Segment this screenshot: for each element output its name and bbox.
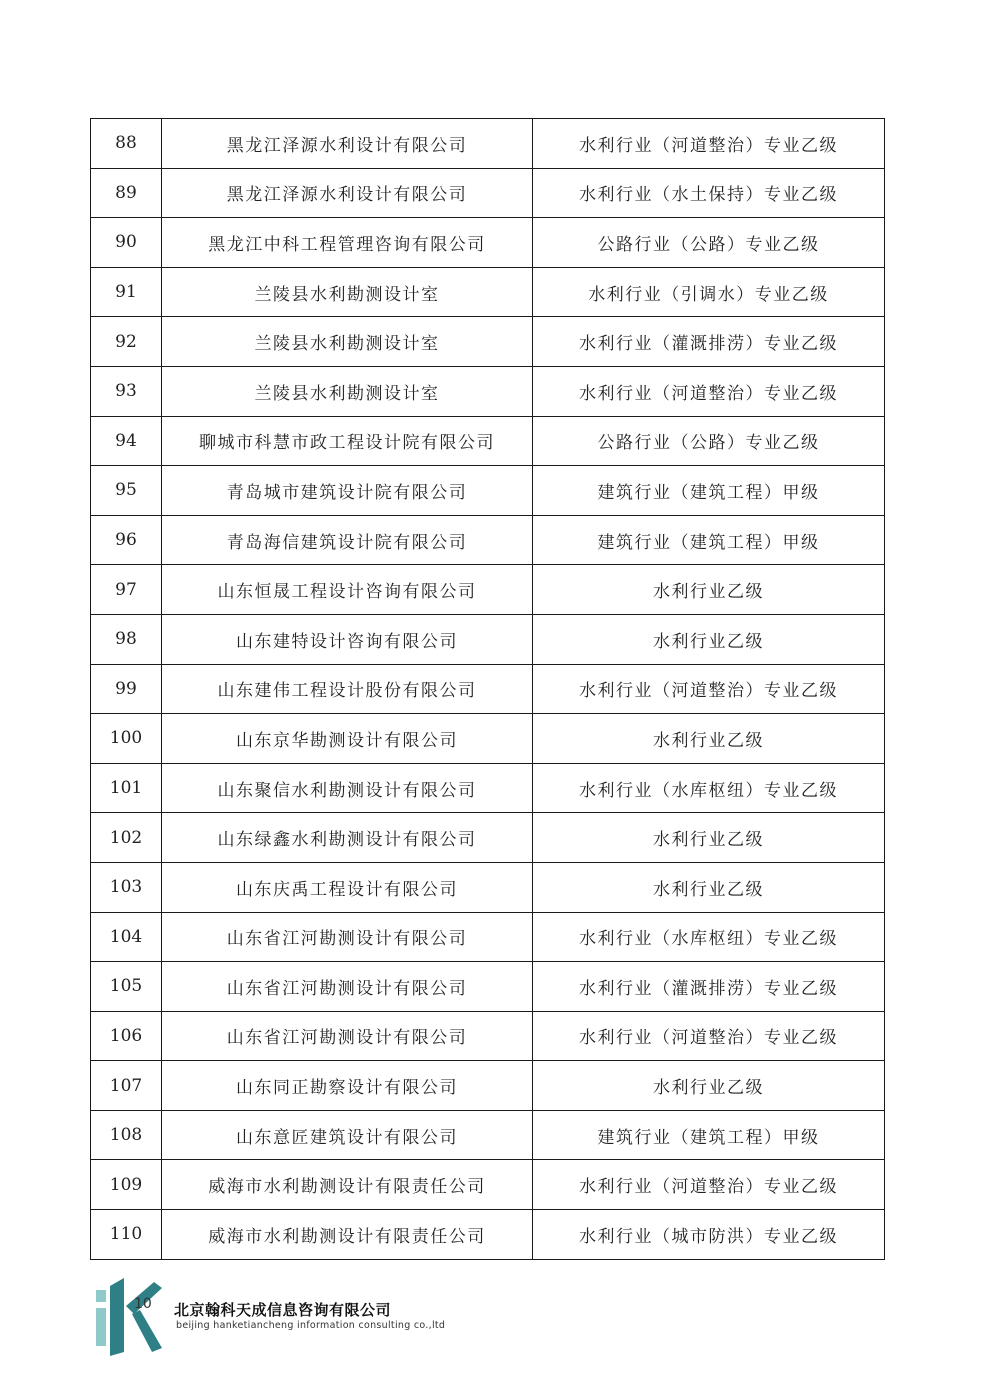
company-name: 青岛海信建筑设计院有限公司 [162,515,533,565]
row-number: 89 [91,168,162,218]
row-number: 108 [91,1110,162,1160]
table-row [91,565,885,615]
row-number: 95 [91,466,162,516]
qualification-level: 水利行业（水库枢纽）专业乙级 [533,912,885,962]
row-number: 106 [91,1011,162,1061]
qualification-level: 水利行业（河道整治）专业乙级 [533,664,885,714]
company-name: 威海市水利勘测设计有限责任公司 [162,1160,533,1210]
company-name: 兰陵县水利勘测设计室 [162,267,533,317]
table-row [91,1160,885,1210]
qualification-level: 建筑行业（建筑工程）甲级 [533,466,885,516]
page-footer [92,1276,512,1356]
row-number: 91 [91,267,162,317]
company-name: 青岛城市建筑设计院有限公司 [162,466,533,516]
company-name: 山东省江河勘测设计有限公司 [162,1011,533,1061]
table-row [91,813,885,863]
table-row [91,714,885,764]
qualification-level: 水利行业乙级 [533,614,885,664]
company-name: 山东恒晟工程设计咨询有限公司 [162,565,533,615]
company-name: 黑龙江泽源水利设计有限公司 [162,119,533,169]
qualification-level: 水利行业（水库枢纽）专业乙级 [533,763,885,813]
table-row [91,862,885,912]
company-name: 山东庆禹工程设计有限公司 [162,862,533,912]
row-number: 96 [91,515,162,565]
company-name: 黑龙江中科工程管理咨询有限公司 [162,218,533,268]
row-number: 99 [91,664,162,714]
qualification-level: 水利行业（河道整治）专业乙级 [533,119,885,169]
company-name: 聊城市科慧市政工程设计院有限公司 [162,416,533,466]
qualification-level: 水利行业乙级 [533,714,885,764]
table-row [91,366,885,416]
company-name-cn: 北京翰科天成信息咨询有限公司 [174,1301,392,1319]
qualification-table [90,118,885,1260]
qualification-level: 水利行业（引调水）专业乙级 [533,267,885,317]
company-logo-icon [92,1276,164,1356]
qualification-level: 水利行业（河道整治）专业乙级 [533,1160,885,1210]
table-row [91,912,885,962]
qualification-level: 建筑行业（建筑工程）甲级 [533,1110,885,1160]
table-row [91,317,885,367]
company-name: 山东绿鑫水利勘测设计有限公司 [162,813,533,863]
company-name-en: beijing hanketiancheng information consulting co.,ltd [176,1320,446,1331]
table-row [91,614,885,664]
row-number: 98 [91,614,162,664]
qualification-level: 水利行业（水土保持）专业乙级 [533,168,885,218]
company-name: 兰陵县水利勘测设计室 [162,366,533,416]
row-number: 103 [91,862,162,912]
table-row [91,218,885,268]
table-body [91,119,885,1260]
row-number: 100 [91,714,162,764]
row-number: 97 [91,565,162,615]
qualification-level: 水利行业乙级 [533,862,885,912]
row-number: 107 [91,1061,162,1111]
row-number: 94 [91,416,162,466]
row-number: 93 [91,366,162,416]
row-number: 92 [91,317,162,367]
qualification-level: 公路行业（公路）专业乙级 [533,416,885,466]
company-name: 山东省江河勘测设计有限公司 [162,962,533,1012]
qualification-level: 水利行业乙级 [533,565,885,615]
qualification-level: 水利行业乙级 [533,1061,885,1111]
table-row [91,664,885,714]
company-name: 山东聚信水利勘测设计有限公司 [162,763,533,813]
row-number: 90 [91,218,162,268]
qualification-level: 水利行业乙级 [533,813,885,863]
table-row [91,1210,885,1260]
row-number: 104 [91,912,162,962]
company-name: 黑龙江泽源水利设计有限公司 [162,168,533,218]
table-row [91,962,885,1012]
table-row [91,763,885,813]
company-name: 威海市水利勘测设计有限责任公司 [162,1210,533,1260]
table-row [91,119,885,169]
row-number: 109 [91,1160,162,1210]
table-row [91,1110,885,1160]
company-name: 山东建伟工程设计股份有限公司 [162,664,533,714]
row-number: 110 [91,1210,162,1260]
table-row [91,1061,885,1111]
qualification-level: 水利行业（灌溉排涝）专业乙级 [533,962,885,1012]
table-row [91,416,885,466]
table-row [91,515,885,565]
table-row [91,267,885,317]
table-row [91,1011,885,1061]
company-name: 山东省江河勘测设计有限公司 [162,912,533,962]
qualification-level: 水利行业（河道整治）专业乙级 [533,366,885,416]
qualification-level: 水利行业（河道整治）专业乙级 [533,1011,885,1061]
company-name: 山东同正勘察设计有限公司 [162,1061,533,1111]
company-name: 兰陵县水利勘测设计室 [162,317,533,367]
qualification-level: 公路行业（公路）专业乙级 [533,218,885,268]
qualification-level: 建筑行业（建筑工程）甲级 [533,515,885,565]
qualification-level: 水利行业（城市防洪）专业乙级 [533,1210,885,1260]
qualification-level: 水利行业（灌溉排涝）专业乙级 [533,317,885,367]
company-name: 山东建特设计咨询有限公司 [162,614,533,664]
page-number: 10 [134,1296,152,1312]
row-number: 101 [91,763,162,813]
table-row [91,168,885,218]
company-name: 山东京华勘测设计有限公司 [162,714,533,764]
table-row [91,466,885,516]
row-number: 88 [91,119,162,169]
row-number: 102 [91,813,162,863]
row-number: 105 [91,962,162,1012]
company-name: 山东意匠建筑设计有限公司 [162,1110,533,1160]
